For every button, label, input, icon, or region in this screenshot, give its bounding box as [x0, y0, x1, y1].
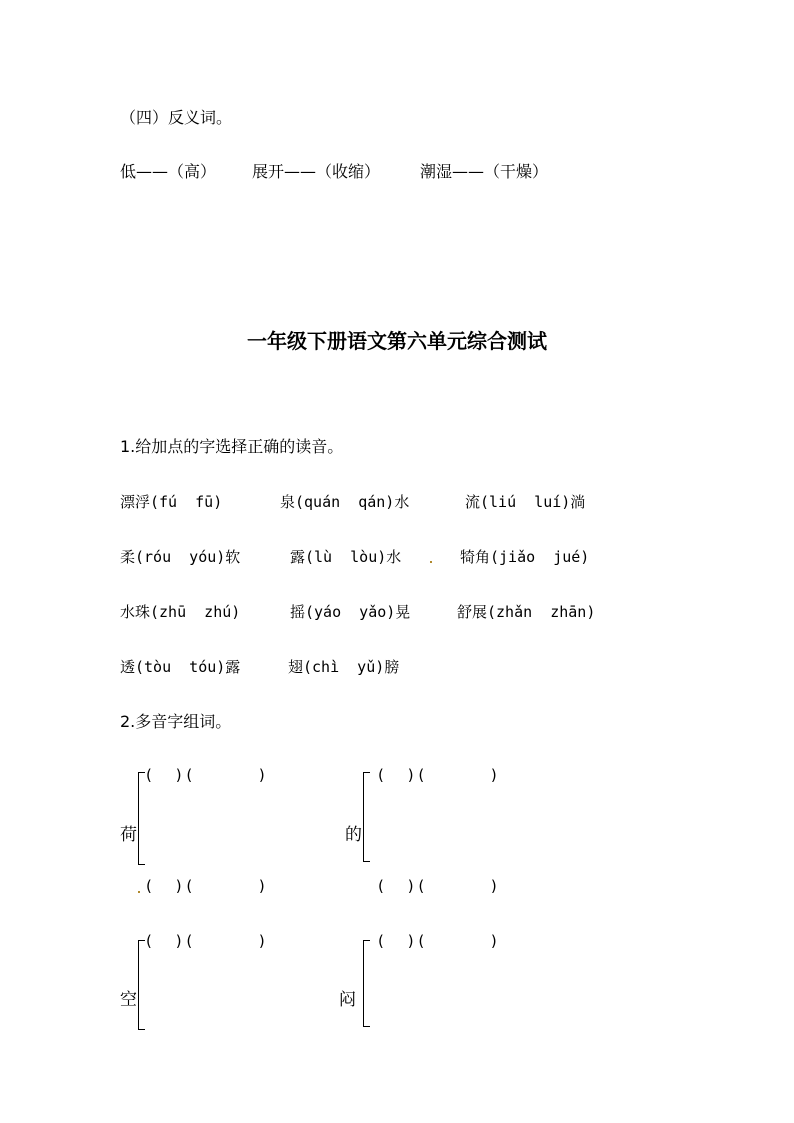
page-title: 一年级下册语文第六单元综合测试: [247, 329, 547, 353]
answer-blanks: ( ) ( ): [146, 877, 265, 895]
answer-blanks: ( ) ( ): [146, 766, 265, 784]
polyphone-char: 的: [345, 825, 362, 845]
antonym-item: 展开——（收缩）: [252, 162, 381, 181]
decorative-dot: [138, 891, 140, 893]
antonym-item: 潮湿——（干燥）: [420, 162, 549, 181]
pinyin-item: 犄角(jiǎo jué): [460, 548, 590, 566]
question-2-heading: 2.多音字组词。: [120, 712, 232, 731]
polyphone-char: 荷: [120, 825, 137, 845]
pinyin-item: 水珠(zhū zhú): [120, 603, 241, 621]
answer-blanks: ( ) ( ): [146, 932, 265, 950]
pinyin-item: 柔(róu yóu)软: [120, 548, 241, 566]
pinyin-item: 摇(yáo yǎo)晃: [290, 603, 411, 621]
brace: [138, 772, 145, 865]
brace: [138, 940, 145, 1030]
answer-blanks: ( ) ( ): [378, 877, 497, 895]
pinyin-item: 泉(quán qán)水: [280, 493, 410, 511]
polyphone-char: 闷: [339, 990, 356, 1010]
question-1-heading: 1.给加点的字选择正确的读音。: [120, 437, 344, 456]
pinyin-item: 翅(chì yǔ)膀: [288, 658, 400, 676]
decorative-dot: [430, 561, 432, 563]
answer-blanks: ( ) ( ): [378, 766, 497, 784]
pinyin-item: 流(liú luí)淌: [465, 493, 586, 511]
polyphone-char: 空: [120, 990, 137, 1010]
pinyin-item: 舒展(zhǎn zhān): [457, 603, 596, 621]
answer-blanks: ( ) ( ): [378, 932, 497, 950]
brace: [363, 940, 370, 1027]
pinyin-item: 露(lù lòu)水: [290, 548, 402, 566]
antonym-item: 低——（高）: [120, 162, 217, 181]
antonyms-heading: （四）反义词。: [120, 108, 233, 127]
brace: [363, 772, 370, 862]
pinyin-item: 透(tòu tóu)露: [120, 658, 241, 676]
pinyin-item: 漂浮(fú fū): [120, 493, 223, 511]
